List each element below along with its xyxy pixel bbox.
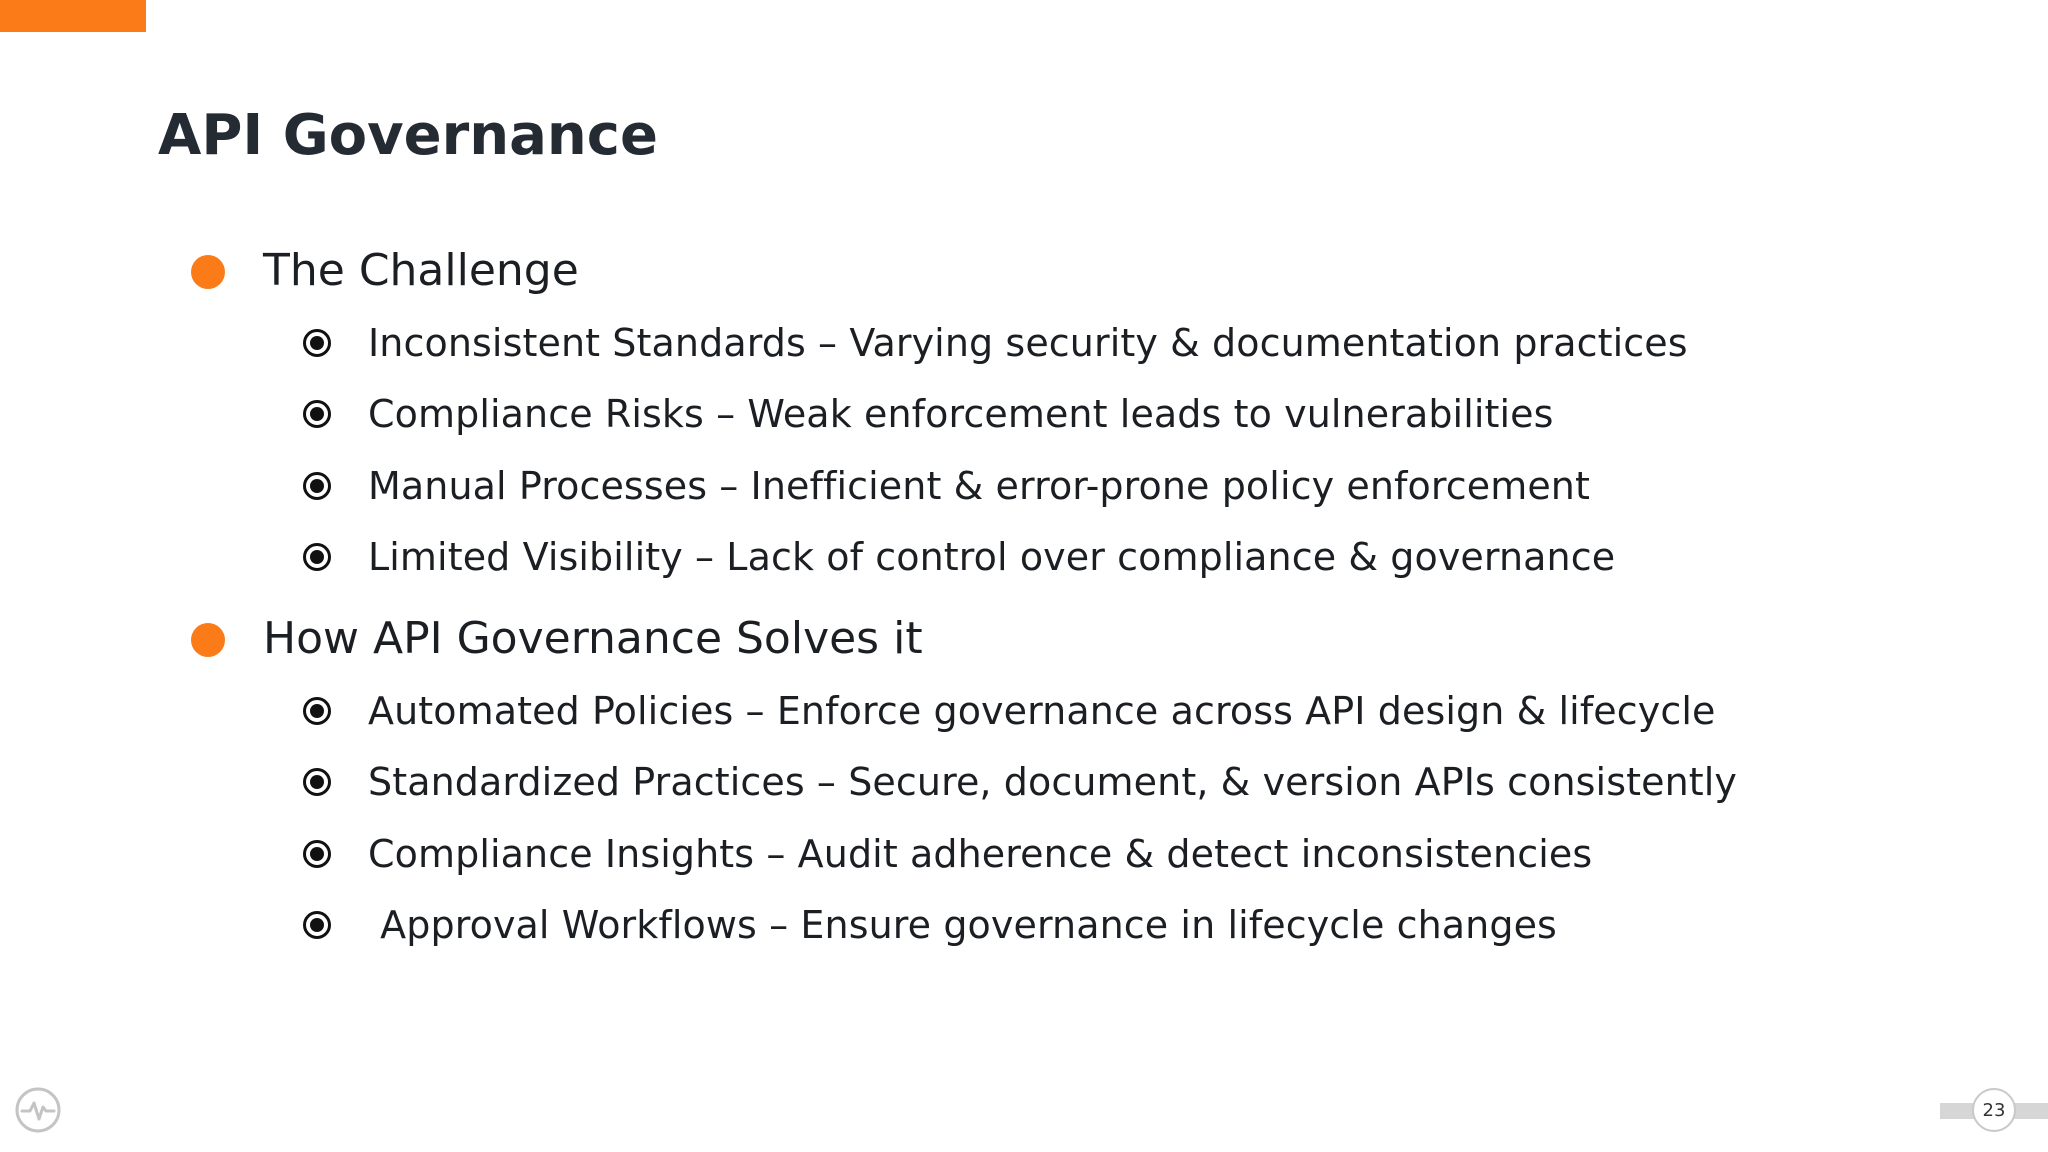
radio-bullet-icon [302,542,332,572]
list-item [302,459,1590,513]
radio-bullet-icon [302,910,332,940]
orange-dot-icon [191,255,225,289]
list-item [302,316,1688,370]
list-item [302,827,1592,881]
orange-dot-icon [191,623,225,657]
section-heading-label: How API Governance Solves it [263,612,923,664]
list-item-text: Compliance Risks – Weak enforcement leads to vulnerabilities [368,392,1554,436]
section-heading-label: The Challenge [263,244,579,296]
radio-bullet-icon [302,839,332,869]
list-item-text: Inconsistent Standards – Varying security & documentation practices [368,321,1688,365]
page-number: 23 [1972,1088,2016,1132]
list-item-text: Compliance Insights – Audit adherence & detect inconsistencies [368,832,1593,876]
list-item [302,530,1615,584]
radio-bullet-icon [302,399,332,429]
list-item [302,387,1554,441]
slide-title: API Governance [158,103,658,168]
section-heading-solution [191,608,923,668]
radio-bullet-icon [302,328,332,358]
radio-bullet-icon [302,767,332,797]
section-heading-challenge [191,240,579,300]
list-item [302,684,1716,738]
list-item-text: Standardized Practices – Secure, document, & version APIs consistently [368,760,1738,804]
radio-bullet-icon [302,471,332,501]
radio-bullet-icon [302,696,332,726]
list-item-text: Manual Processes – Inefficient & error-prone policy enforcement [368,464,1590,508]
list-item-text: Automated Policies – Enforce governance across API design & lifecycle [368,689,1716,733]
list-item [302,755,1737,809]
pulse-logo-icon [14,1086,62,1134]
list-item [302,898,1557,952]
list-item-text: Limited Visibility – Lack of control over compliance & governance [368,535,1616,579]
list-item-text: Approval Workflows – Ensure governance in lifecycle changes [368,903,1557,947]
